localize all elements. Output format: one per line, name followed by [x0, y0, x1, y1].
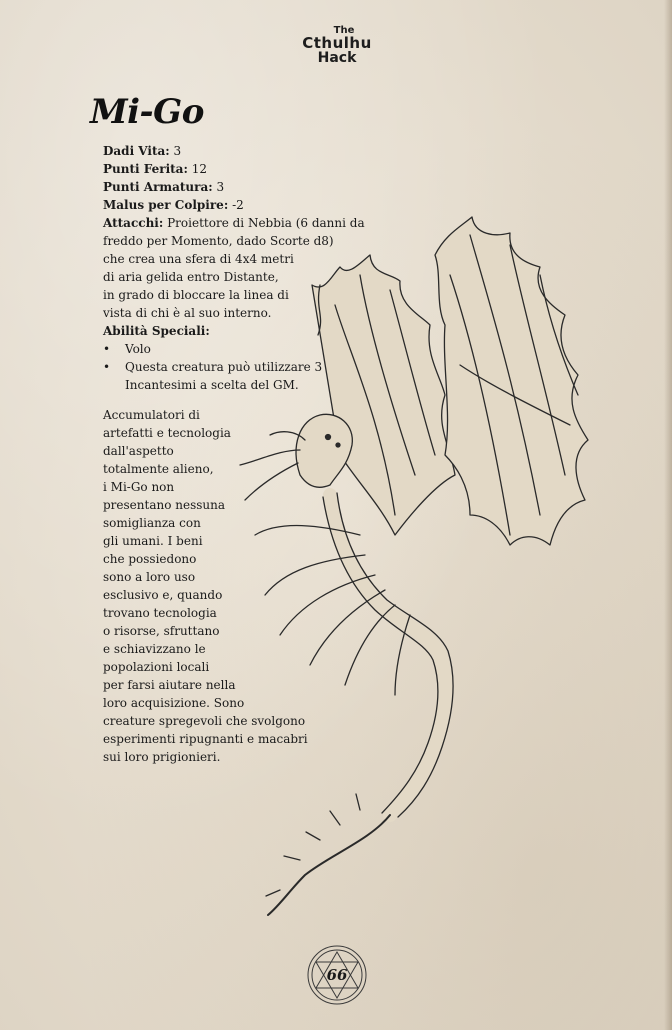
page-number: 66 — [326, 966, 348, 984]
bullet-icon: • — [103, 342, 111, 356]
description-line: gli umani. I beni — [103, 534, 203, 548]
stat-value: 12 — [187, 162, 207, 176]
stat-label: Punti Armatura: — [103, 180, 213, 194]
stat-value: 3 — [169, 144, 182, 158]
game-logo — [292, 26, 382, 65]
description-line: somiglianza con — [103, 516, 201, 530]
description-line: creature spregevoli che svolgono — [103, 714, 306, 728]
description-line: e schiavizzano le — [103, 642, 206, 656]
special-label: Abilità Speciali: — [103, 324, 210, 338]
stat-hit-points — [103, 160, 353, 178]
description-line: sui loro prigionieri. — [103, 750, 221, 764]
list-item-text: Volo — [125, 342, 151, 356]
description-line: per farsi aiutare nella — [103, 678, 236, 692]
attacks-label: Attacchi: — [103, 216, 164, 230]
description-line: Accumulatori di — [103, 408, 200, 422]
description-line: sono a loro uso — [103, 570, 196, 584]
bullet-icon: • — [103, 360, 111, 374]
mi-go-illustration — [220, 215, 620, 925]
logo-cthulhu: Cthulhu — [302, 34, 372, 52]
description-line: dall'aspetto — [103, 444, 174, 458]
description-line: trovano tecnologia — [103, 606, 217, 620]
page-edge-shadow — [664, 0, 672, 1030]
stat-armor-points — [103, 178, 353, 196]
right-wing-illustration — [435, 217, 588, 545]
stat-label: Malus per Colpire: — [103, 198, 229, 212]
attacks-line: di aria gelida entro Distante, — [103, 270, 279, 284]
description-line: artefatti e tecnologia — [103, 426, 231, 440]
creature-title: Mi-Go — [90, 92, 204, 132]
description-line: presentano nessuna — [103, 498, 226, 512]
stat-value: 3 — [212, 180, 225, 194]
description-line: o risorse, sfruttano — [103, 624, 220, 638]
stat-value: -2 — [228, 198, 244, 212]
description-line: esclusivo e, quando — [103, 588, 223, 602]
attacks-line: vista di chi è al suo interno. — [103, 306, 272, 320]
stat-label: Dadi Vita: — [103, 144, 170, 158]
body-illustration — [266, 493, 453, 915]
head-illustration — [240, 414, 352, 500]
description-line: i Mi-Go non — [103, 480, 175, 494]
logo-hack: Hack — [317, 50, 357, 66]
attacks-line: che crea una sfera di 4x4 metri — [103, 252, 294, 266]
attacks-line: in grado di bloccare la linea di — [103, 288, 289, 302]
attacks-text: Proiettore di Nebbia (6 danni da — [163, 216, 365, 230]
description-line: esperimenti ripugnanti e macabri — [103, 732, 308, 746]
description-line: popolazioni locali — [103, 660, 210, 674]
list-item-text: Questa creatura può utilizzare 3 — [125, 360, 323, 374]
description-line: loro acquisizione. Sono — [103, 696, 245, 710]
stat-label: Punti Ferita: — [103, 162, 188, 176]
description-line: che possiedono — [103, 552, 197, 566]
list-item-text: Incantesimi a scelta del GM. — [125, 378, 299, 392]
stat-hit-dice — [103, 142, 353, 160]
logo-the: The — [333, 25, 355, 36]
attacks-line: freddo per Momento, dado Scorte d8) — [103, 234, 334, 248]
stat-hit-malus — [103, 196, 353, 214]
page-number-emblem — [306, 944, 368, 1006]
description-line: totalmente alieno, — [103, 462, 214, 476]
